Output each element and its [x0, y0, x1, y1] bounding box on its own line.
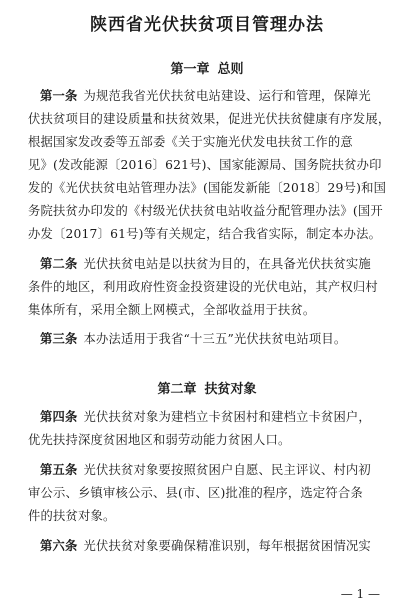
article-4-line-1: 第四条 光伏扶贫对象为建档立卡贫困村和建档立卡贫困户，	[40, 410, 371, 424]
chapter-1-heading	[0, 58, 414, 77]
chapter-2-number: 第二章	[157, 382, 197, 397]
chapter-2-name: 扶贫对象	[204, 382, 257, 397]
article-1-line-6: 务院扶贫办印发的《村级光伏扶贫电站收益分配管理办法》(国开	[28, 204, 383, 218]
article-2-label: 第二条	[40, 257, 78, 271]
article-4-line-2: 优先扶持深度贫困地区和弱劳动能力贫困人口。	[28, 433, 291, 447]
article-2-line-2: 条件的地区，利用政府性资金投资建设的光伏电站，其产权归村	[28, 280, 378, 294]
article-3-label: 第三条	[40, 332, 78, 346]
article-6-label: 第六条	[40, 539, 78, 553]
article-2-line-1: 第二条 光伏扶贫电站是以扶贫为目的，在具备光伏扶贫实施	[40, 257, 371, 271]
article-1-line-1: 第一条 为规范我省光伏扶贫电站建设、运行和管理，保障光	[40, 89, 371, 103]
article-4-label: 第四条	[40, 410, 78, 424]
article-1-line-2: 伏扶贫项目的建设质量和扶贫效果，促进光伏扶贫健康有序发展，	[28, 112, 391, 126]
article-5-line-1: 第五条 光伏扶贫对象要按照贫困户自愿、民主评议、村内初	[40, 463, 371, 477]
article-3-line-1: 第三条 本办法适用于我省“十三五”光伏扶贫电站项目。	[40, 332, 347, 346]
article-1-line-5: 发的《光伏扶贫电站管理办法》(国能发新能〔2018〕29号)和国	[28, 181, 387, 195]
article-2-line-3: 集体所有，采用全额上网模式，全部收益用于扶贫。	[28, 303, 316, 317]
article-5-label: 第五条	[40, 463, 78, 477]
article-1-line-3: 根据国家发改委等五部委《关于实施光伏发电扶贫工作的意	[28, 135, 353, 149]
article-6-line-1: 第六条 光伏扶贫对象要确保精准识别，每年根据贫困情况实	[40, 539, 371, 553]
article-5-line-2: 审公示、乡镇审核公示、县(市、区)批准的程序，选定符合条	[28, 486, 363, 500]
article-1-label: 第一条	[40, 89, 78, 103]
page-number: — 1 —	[340, 587, 380, 601]
chapter-1-name: 总则	[217, 62, 244, 77]
article-1-line-4: 见》(发改能源〔2016〕621号)、国家能源局、国务院扶贫办印	[28, 158, 382, 172]
document-title: 陕西省光伏扶贫项目管理办法	[90, 15, 324, 35]
chapter-2-heading	[0, 378, 414, 397]
article-1-line-7: 办发〔2017〕61号)等有关规定，结合我省实际，制定本办法。	[28, 227, 382, 241]
article-5-line-3: 件的扶贫对象。	[28, 509, 116, 523]
chapter-1-number: 第一章	[170, 62, 210, 77]
